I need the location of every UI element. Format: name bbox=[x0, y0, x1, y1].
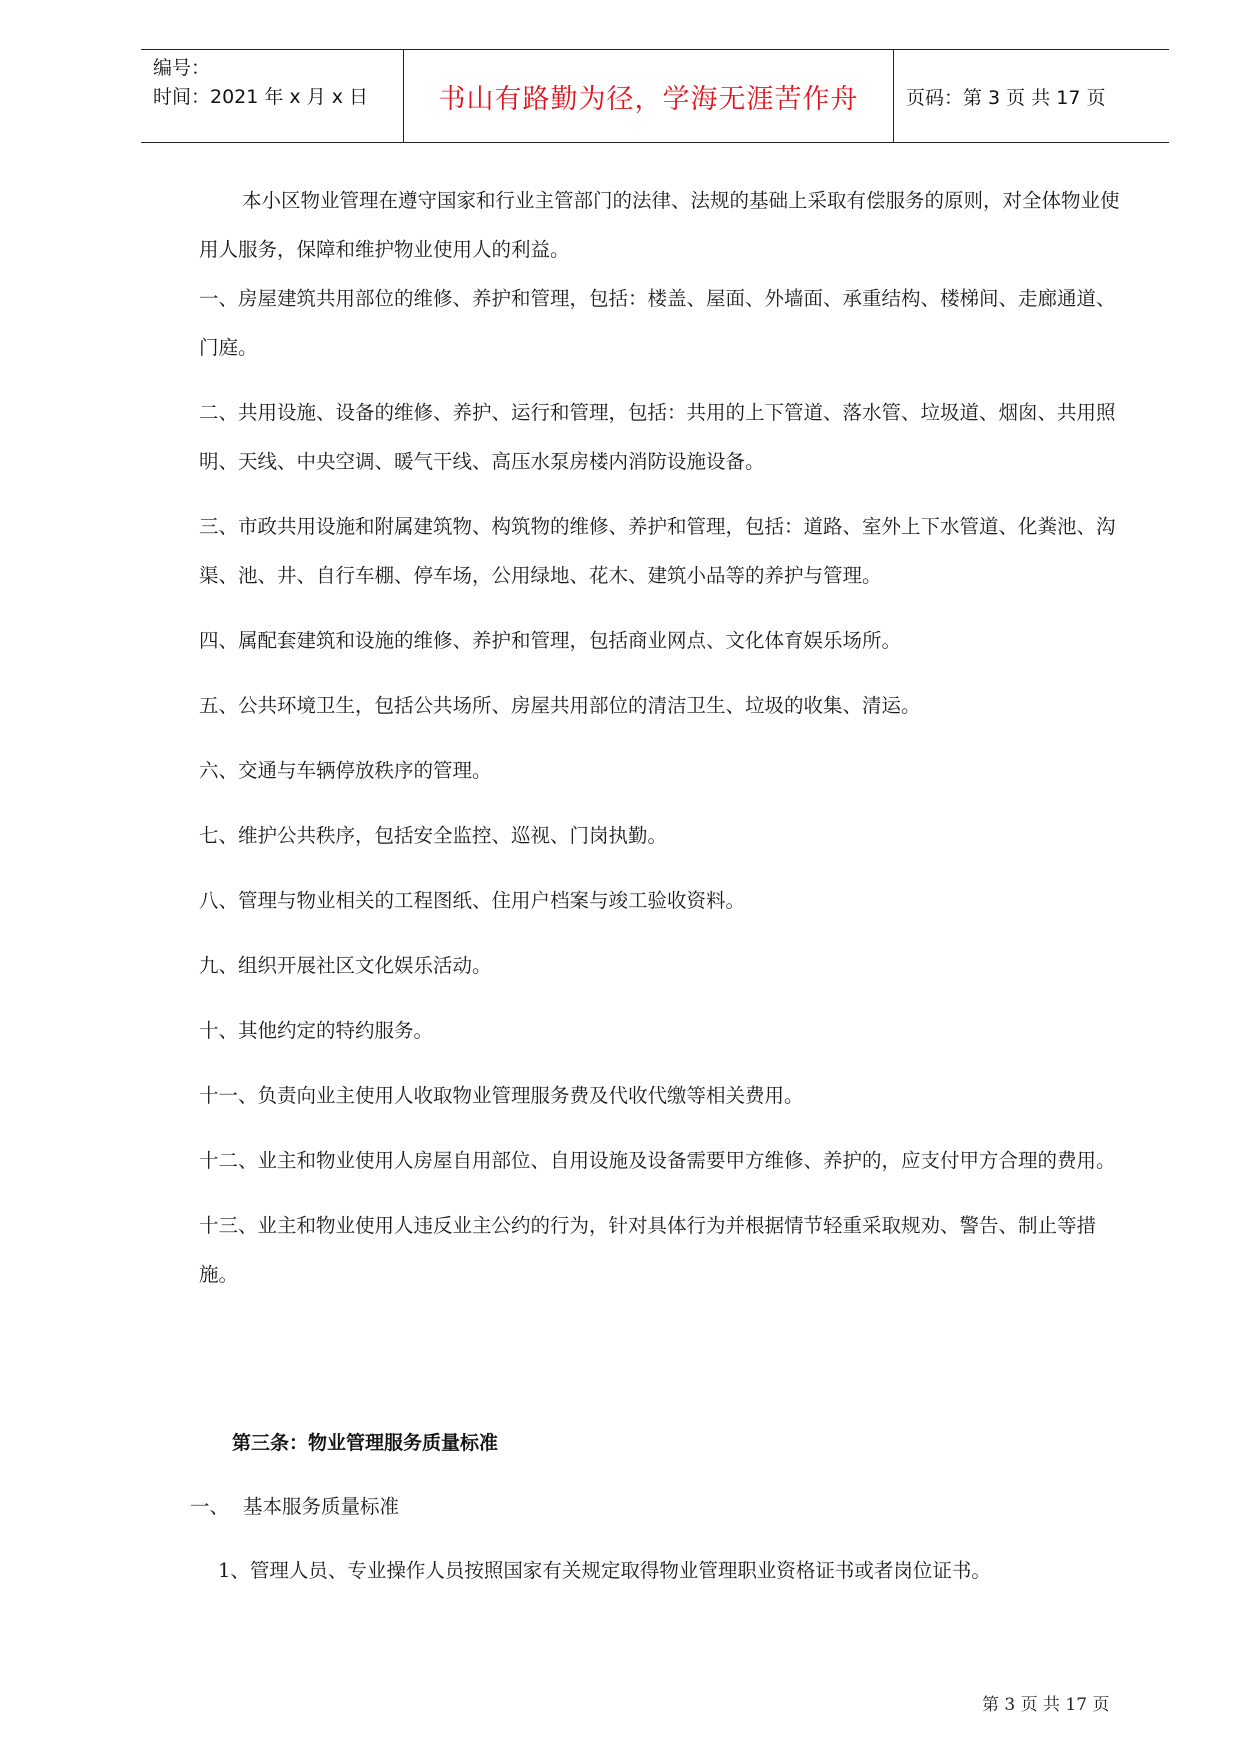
sub-heading-title: 基本服务质量标准 bbox=[243, 1495, 400, 1518]
document-date-label: 时间：2021 年 x 月 x 日 bbox=[153, 86, 369, 108]
standard-item-1: 1、管理人员、专业操作人员按照国家有关规定取得物业管理职业资格证书或者岗位证书。 bbox=[218, 1559, 991, 1582]
document-number-label: 编号： bbox=[153, 57, 211, 79]
service-item-9: 九、组织开展社区文化娱乐活动。 bbox=[199, 954, 492, 977]
service-item-5: 五、公共环境卫生，包括公共场所、房屋共用部位的清洁卫生、垃圾的收集、清运。 bbox=[199, 694, 921, 717]
service-item-6: 六、交通与车辆停放秩序的管理。 bbox=[199, 759, 492, 782]
service-item-11: 十一、负责向业主使用人收取物业管理服务费及代收代缴等相关费用。 bbox=[199, 1084, 804, 1107]
intro-paragraph: 本小区物业管理在遵守国家和行业主管部门的法律、法规的基础上采取有偿服务的原则，对全体物业使用人服务，保障和维护物业使用人的利益。 bbox=[199, 189, 1120, 261]
service-item-13: 十三、业主和物业使用人违反业主公约的行为，针对具体行为并根据情节轻重采取规劝、警告、制止等措施。 bbox=[199, 1214, 1097, 1286]
body-content bbox=[199, 176, 1134, 1299]
header-page-label: 页码：第 3 页 共 17 页 bbox=[906, 86, 1106, 109]
service-item-1: 一、房屋建筑共用部位的维修、养护和管理，包括：楼盖、屋面、外墙面、承重结构、楼梯间、走廊通道、门庭。 bbox=[199, 287, 1116, 359]
service-item-10: 十、其他约定的特约服务。 bbox=[199, 1019, 434, 1042]
service-item-12: 十二、业主和物业使用人房屋自用部位、自用设施及设备需要甲方维修、养护的，应支付甲方合理的费用。 bbox=[199, 1149, 1116, 1172]
header-table bbox=[141, 49, 1169, 143]
sub-heading-number: 一、 bbox=[190, 1495, 230, 1518]
header-info-cell bbox=[141, 50, 404, 142]
section-title: 第三条：物业管理服务质量标准 bbox=[232, 1432, 499, 1454]
service-item-7: 七、维护公共秩序，包括安全监控、巡视、门岗执勤。 bbox=[199, 824, 668, 847]
service-item-2: 二、共用设施、设备的维修、养护、运行和管理，包括：共用的上下管道、落水管、垃圾道、烟囱、共用照明、天线、中央空调、暖气干线、高压水泵房楼内消防设施设备。 bbox=[199, 401, 1116, 473]
service-item-3: 三、市政共用设施和附属建筑物、构筑物的维修、养护和管理，包括：道路、室外上下水管道、化粪池、沟渠、池、井、自行车棚、停车场，公用绿地、花木、建筑小品等的养护与管理。 bbox=[199, 515, 1116, 587]
page-footer: 第 3 页 共 17 页 bbox=[982, 1695, 1110, 1715]
sub-heading bbox=[190, 1491, 399, 1519]
service-item-8: 八、管理与物业相关的工程图纸、住用户档案与竣工验收资料。 bbox=[199, 889, 746, 912]
service-item-4: 四、属配套建筑和设施的维修、养护和管理，包括商业网点、文化体育娱乐场所。 bbox=[199, 629, 902, 652]
header-motto: 书山有路勤为径，学海无涯苦作舟 bbox=[404, 50, 894, 142]
